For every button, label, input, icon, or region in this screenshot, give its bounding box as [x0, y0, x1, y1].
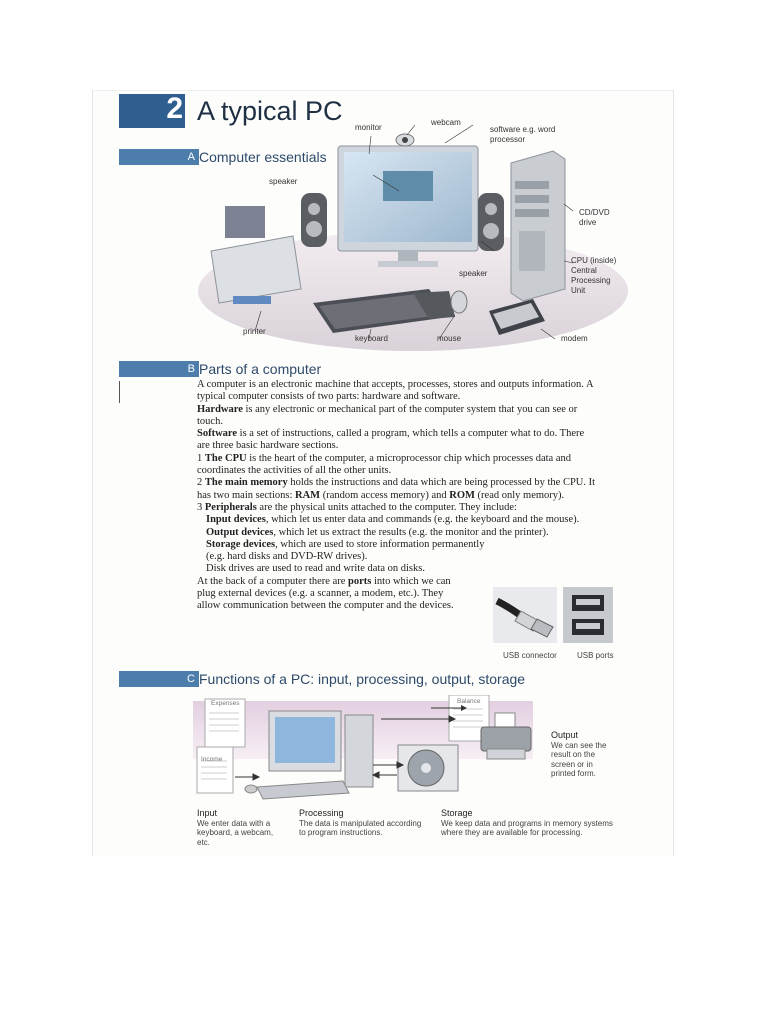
- label-mouse: mouse: [437, 334, 462, 343]
- speaker-left-icon: [301, 193, 327, 247]
- label-speaker-left: speaker: [269, 177, 298, 186]
- memory-text-b: (random access memory) and: [320, 489, 450, 501]
- hard-disk-icon: [398, 745, 458, 791]
- hardware-definition: [197, 404, 597, 429]
- list-item-peripherals: [197, 502, 597, 514]
- memory-text-c: (read only memory).: [474, 489, 565, 501]
- income-doc-icon: [197, 747, 233, 793]
- storage-title: Storage: [441, 808, 473, 818]
- hardware-term: Hardware: [197, 403, 243, 415]
- doc-balance-label: Balance: [457, 698, 481, 705]
- unit-number: 2: [166, 92, 183, 125]
- monitor-icon: [338, 146, 478, 267]
- input-caption: [197, 809, 287, 847]
- label-software: software e.g. word processor: [490, 125, 556, 144]
- rom-term: ROM: [449, 489, 475, 501]
- storage-devices: [197, 539, 486, 564]
- hardware-def: is any electronic or mechanical part of the computer system that you can see or touch.: [197, 403, 578, 427]
- speaker-right-icon: [478, 193, 504, 251]
- output-title: Output: [551, 730, 579, 740]
- ports-paragraph: [197, 576, 467, 613]
- input-desc: We enter data with a keyboard, a webcam, etc.: [197, 818, 274, 847]
- input-text: , which let us enter data and commands (e.g. the keyboard and the mouse).: [265, 514, 580, 526]
- label-webcam: webcam: [431, 118, 461, 127]
- disk-drives: Disk drives are used to read and write data on disks.: [206, 563, 425, 575]
- software-term: Software: [197, 428, 238, 440]
- memory-text-a: holds the instructions and data which are being processed by the CPU. It has two main sections:: [197, 477, 596, 501]
- software-definition: [197, 428, 597, 453]
- cpu-tower-icon: [511, 151, 565, 301]
- ram-term: RAM: [295, 489, 321, 501]
- output-text: , which let us extract the results (e.g. the monitor and the printer).: [273, 526, 549, 538]
- mouse-icon: [451, 291, 467, 313]
- label-cpu: CPU (inside) Central Processing Unit: [571, 256, 617, 295]
- output-printer-icon: [477, 711, 537, 769]
- list-item-memory: [197, 477, 597, 502]
- input-term: Input devices: [206, 514, 266, 526]
- printer-icon: [211, 206, 301, 304]
- list-item-cpu: [197, 453, 597, 478]
- label-printer: printer: [243, 327, 266, 336]
- usb-ports-image: [563, 587, 613, 643]
- output-caption: [551, 731, 617, 779]
- ports-text-b: into which we can plug external devices (e.g. a scanner, a modem, etc.). They allow communication between the computer and the devices.: [197, 575, 454, 612]
- storage-desc: We keep data and programs in memory systems where they are available for processing.: [441, 818, 613, 837]
- label-modem: modem: [561, 334, 588, 343]
- cpu-term: The CPU: [204, 452, 247, 464]
- processing-caption: [299, 809, 429, 838]
- section-b-body: [197, 379, 597, 613]
- doc-expenses-label: Expenses: [211, 700, 240, 707]
- processing-desc: The data is manipulated according to program instructions.: [299, 818, 422, 837]
- peripherals-text: are the physical units attached to the computer. They include:: [256, 501, 517, 513]
- output-devices: [197, 527, 597, 539]
- storage-caption: [441, 809, 621, 838]
- output-desc: We can see the result on the screen or in printed form.: [551, 740, 607, 778]
- section-a-letter: A: [187, 151, 195, 163]
- section-c-letter: C: [187, 673, 195, 685]
- textbook-page: [92, 90, 674, 856]
- memory-term: The main memory: [204, 477, 288, 489]
- processing-title: Processing: [299, 808, 344, 818]
- label-monitor: monitor: [355, 123, 382, 132]
- section-b-title: Parts of a computer: [199, 361, 322, 377]
- unit-title: A typical PC: [197, 96, 343, 126]
- webcam-icon: [396, 134, 414, 146]
- output-term: Output devices: [206, 526, 274, 538]
- ports-text-a: At the back of a computer there are: [197, 575, 349, 587]
- cpu-text: is the heart of the computer, a microprocessor chip which processes data and coordinates the activities of all the other units.: [197, 452, 571, 477]
- storage-term: Storage devices: [206, 538, 276, 550]
- margin-mark: [119, 381, 120, 403]
- input-devices: [197, 514, 597, 526]
- input-title: Input: [197, 808, 218, 818]
- item-number: 2: [197, 477, 203, 489]
- storage-text: , which are used to store information permanently (e.g. hard disks and DVD-RW drives).: [206, 538, 485, 563]
- pc-setup-illustration: [193, 111, 633, 351]
- label-keyboard: keyboard: [355, 334, 388, 343]
- peripherals-term: Peripherals: [204, 501, 257, 513]
- usb-ports-caption: USB ports: [577, 651, 614, 660]
- item-number: 1: [197, 452, 203, 464]
- software-def: is a set of instructions, called a program, which tells a computer what to do. There are three basic hardware sections.: [197, 428, 585, 452]
- ports-term: ports: [348, 575, 372, 587]
- usb-connector-caption: USB connector: [503, 651, 557, 660]
- label-speaker-right: speaker: [459, 269, 488, 278]
- section-b-letter: B: [187, 363, 195, 375]
- usb-connector-image: [493, 587, 557, 643]
- item-number: 3: [197, 501, 203, 513]
- doc-income-label: Income: [201, 756, 223, 763]
- section-c-title: Functions of a PC: input, processing, output, storage: [199, 671, 526, 687]
- section-a-title: Computer essentials: [199, 149, 327, 165]
- intro-paragraph: A computer is an electronic machine that accepts, processes, stores and outputs information. A typical computer consists of two parts: hardware and software.: [197, 379, 593, 403]
- label-cd-dvd: CD/DVD drive: [579, 208, 610, 227]
